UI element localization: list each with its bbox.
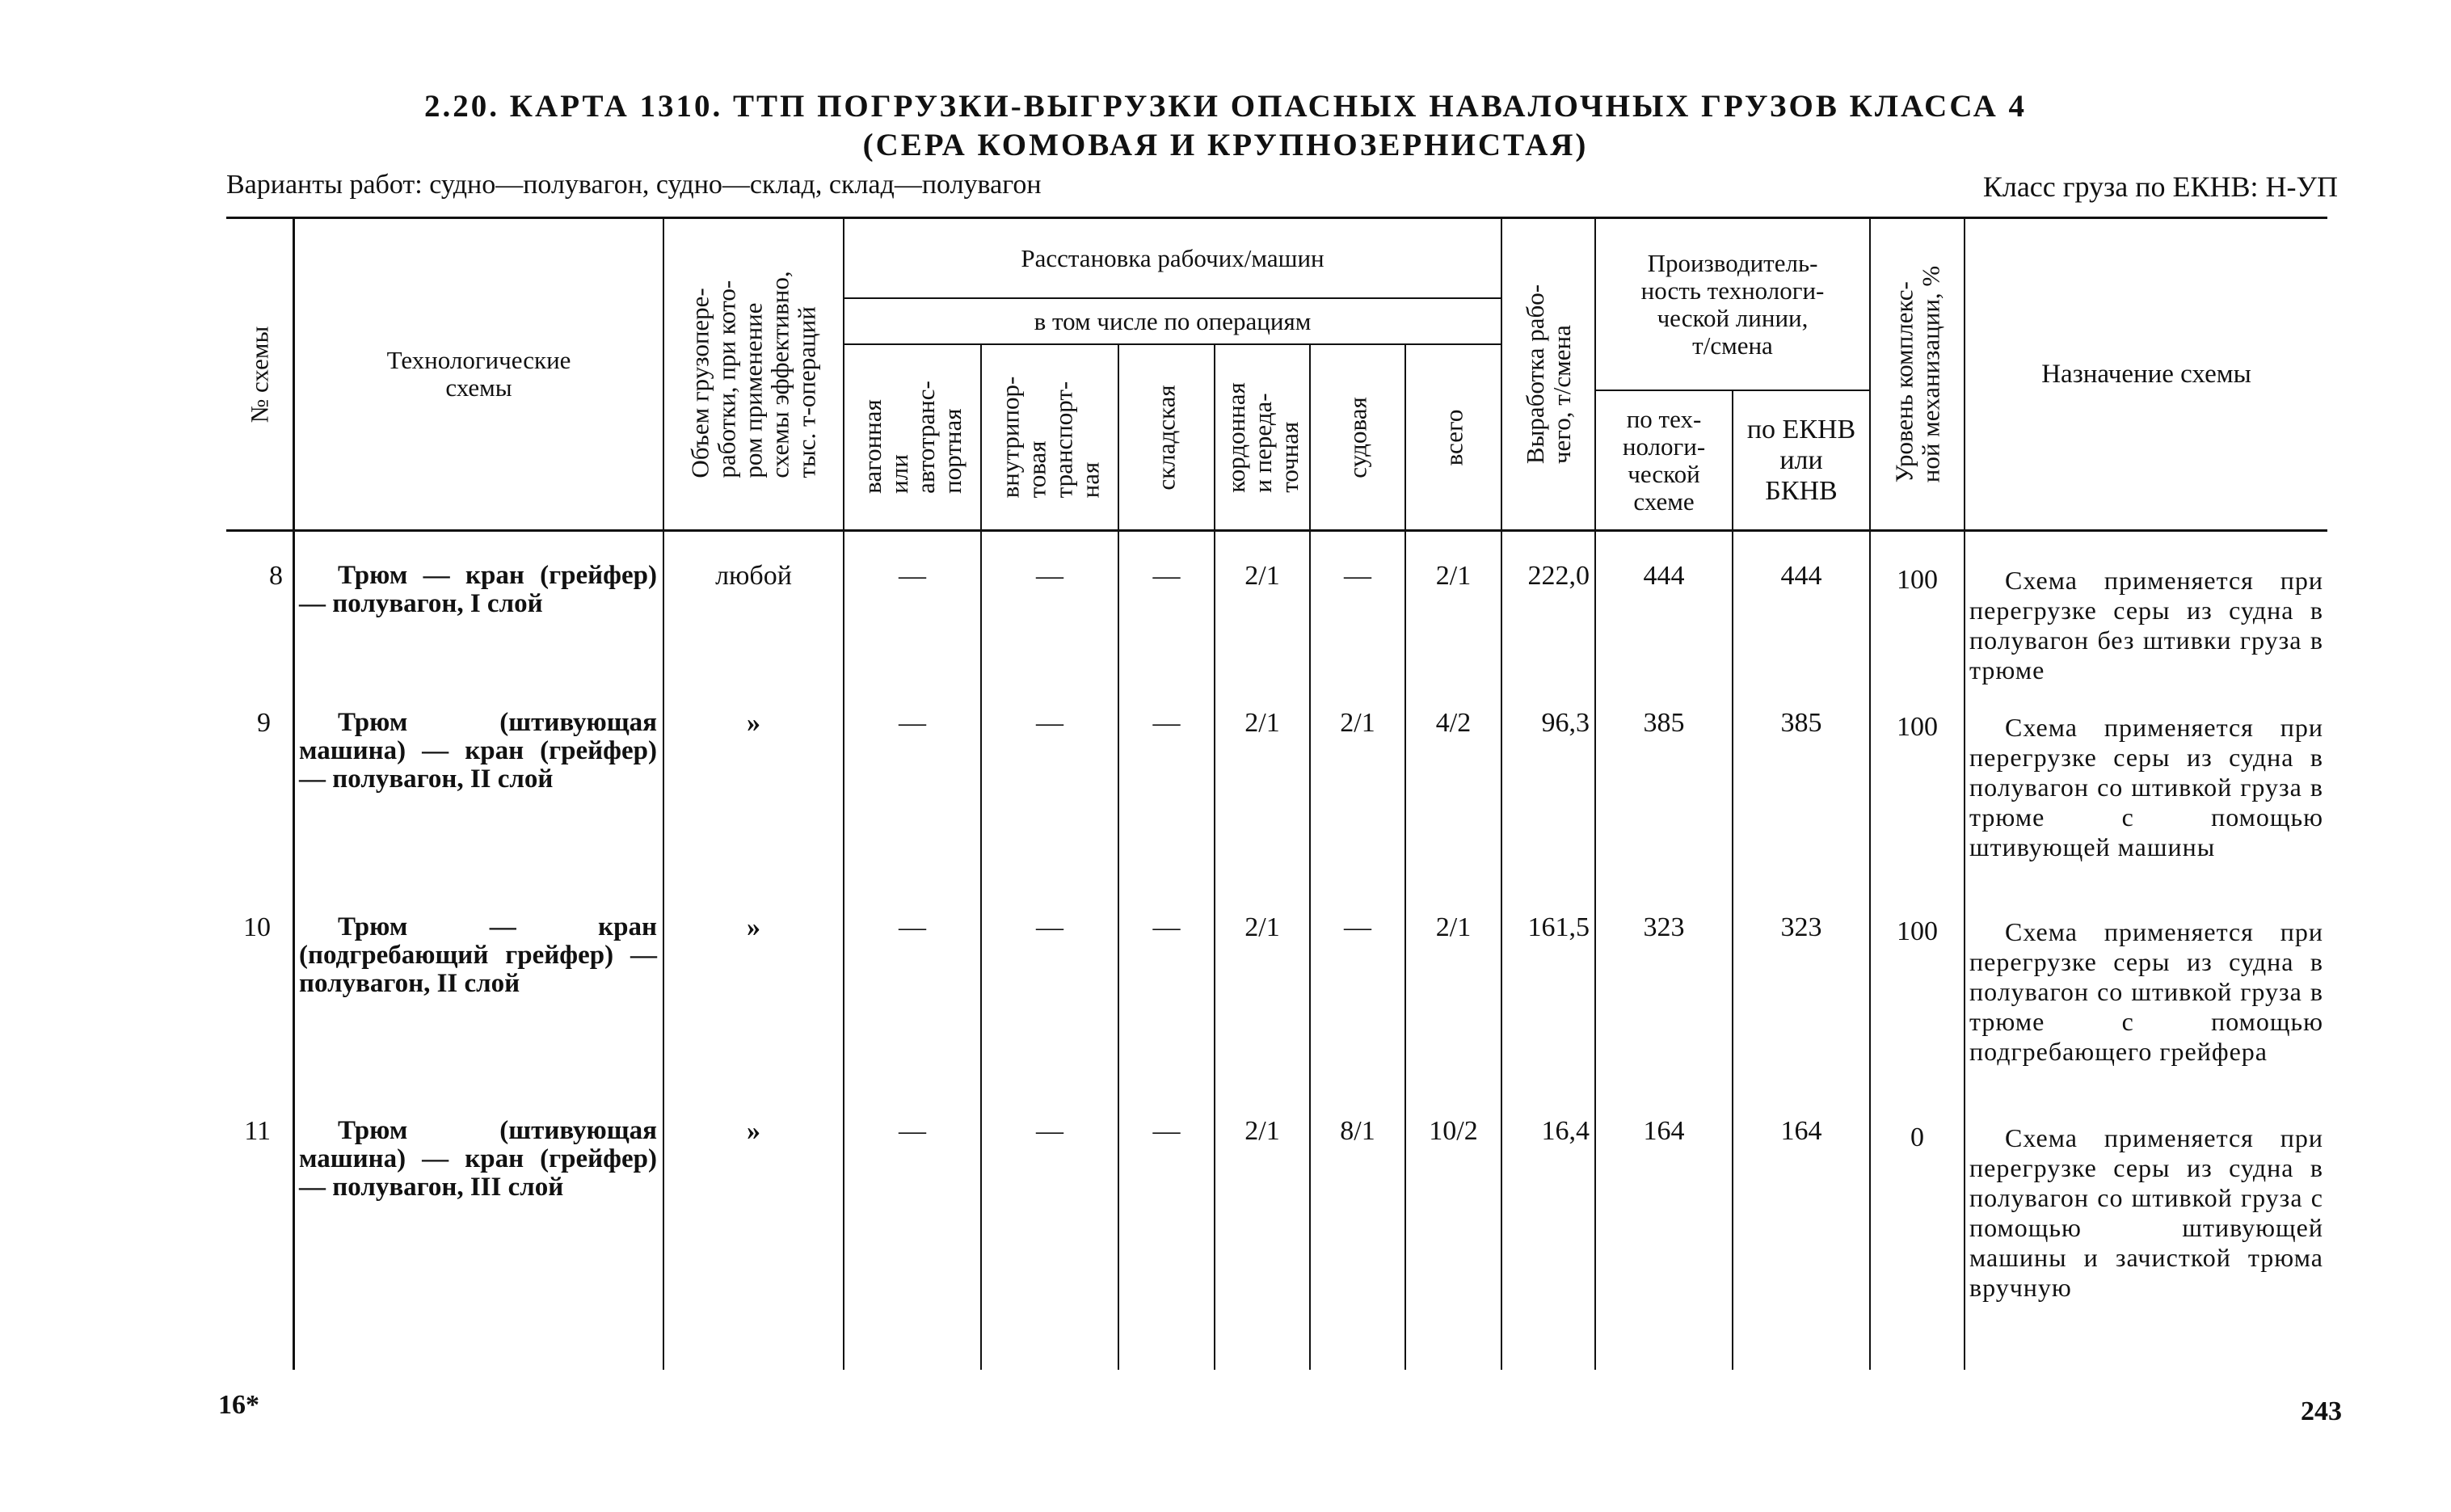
row-prod-tech: 164 (1643, 1116, 1685, 1146)
row-mechanization: 100 (1897, 712, 1938, 742)
header-purpose: Назначение схемы (2041, 360, 2251, 389)
row-op-internal: — (1036, 1116, 1063, 1146)
row-op-warehouse: — (1152, 912, 1181, 942)
cargo-class: Класс груза по ЕКНВ: Н-УП (1982, 171, 2338, 203)
row-num: 11 (244, 1116, 271, 1146)
row-num: 10 (243, 912, 271, 942)
row-op-warehouse: — (1152, 708, 1181, 738)
col-line-10 (1594, 217, 1596, 1370)
row-output: 16,4 (1541, 1116, 1590, 1146)
header-prod-eknv: по ЕКНВ или БКНВ (1746, 414, 1856, 506)
row-op-cordon: 2/1 (1244, 561, 1280, 591)
row-volume: » (747, 708, 760, 738)
row-op-total: 2/1 (1435, 912, 1472, 942)
row-volume: любой (715, 561, 792, 591)
row-prod-tech: 323 (1643, 912, 1685, 942)
page-number: 243 (2301, 1396, 2342, 1426)
row-scheme: Трюм — кран (подгребающий грейфер) — полувагон, II слой (299, 912, 657, 998)
header-mechanization: Уровень комплекс- ной механизации, % (1889, 265, 1945, 483)
title-line-2: (СЕРА КОМОВАЯ И КРУПНОЗЕРНИСТАЯ) (862, 128, 1589, 162)
row-prod-tech: 444 (1643, 561, 1685, 591)
row-op-wagon: — (899, 561, 926, 591)
row-op-ship: 2/1 (1340, 708, 1375, 738)
row-prod-tech: 385 (1643, 708, 1685, 738)
row-scheme: Трюм (штивующая машина) — кран (грейфер) — полувагон, II слой (299, 708, 657, 794)
row-op-internal: — (1036, 708, 1063, 738)
row-num: 9 (257, 708, 271, 738)
row-op-wagon: — (899, 708, 926, 738)
header-op-warehouse: складская (1152, 384, 1181, 491)
row-mechanization: 0 (1910, 1122, 1924, 1152)
row-op-wagon: — (899, 912, 926, 942)
work-variants: Варианты работ: судно—полувагон, судно—склад, склад—полувагон (226, 170, 1042, 200)
row-purpose: Схема применяется при перегрузке серы из судна в полувагон без штивки груза в трюме (1969, 566, 2323, 684)
row-output: 222,0 (1527, 561, 1590, 591)
row-prod-eknv: 323 (1780, 912, 1822, 942)
row-op-cordon: 2/1 (1244, 708, 1280, 738)
row-num: 8 (269, 561, 283, 591)
row-op-warehouse: — (1152, 1116, 1181, 1146)
header-productivity: Производитель- ность технологи- ческой линии, т/смена (1640, 248, 1825, 360)
row-op-ship: — (1344, 912, 1371, 942)
row-op-warehouse: — (1152, 561, 1181, 591)
row-prod-eknv: 385 (1780, 708, 1822, 738)
row-op-internal: — (1036, 561, 1063, 591)
row-op-total: 10/2 (1429, 1116, 1478, 1146)
header-placement: Расстановка рабочих/машин (1021, 243, 1324, 272)
row-prod-eknv: 444 (1780, 561, 1822, 591)
row-op-total: 2/1 (1435, 561, 1472, 591)
row-op-ship: 8/1 (1340, 1116, 1375, 1146)
footer-signature-mark: 16* (218, 1390, 259, 1420)
row-purpose: Схема применяется при перегрузке серы из судна в полувагон со штивкой груза с помощью штивующей машины и зачисткой трюма вручную (1969, 1123, 2323, 1302)
row-purpose: Схема применяется при перегрузке серы из судна в полувагон со штивкой груза в трюме с помощью подгребающего грейфера (1969, 917, 2323, 1066)
title-line-1: 2.20. КАРТА 1310. ТТП ПОГРУЗКИ-ВЫГРУЗКИ ОПАСНЫХ НАВАЛОЧНЫХ ГРУЗОВ КЛАССА 4 (424, 89, 2027, 124)
row-mechanization: 100 (1897, 916, 1938, 946)
header-op-cordon: кордонная и переда- точная (1221, 381, 1303, 493)
header-op-total: всего (1438, 409, 1468, 465)
row-prod-eknv: 164 (1780, 1116, 1822, 1146)
row-op-internal: — (1036, 912, 1063, 942)
header-output: Выработка рабо- чего, т/смена (1521, 284, 1577, 465)
header-prod-tech: по тех- нологи- ческой схеме (1622, 404, 1706, 516)
header-op-ship: судовая (1343, 396, 1372, 478)
row-op-cordon: 2/1 (1244, 1116, 1280, 1146)
row-output: 96,3 (1541, 708, 1590, 738)
header-op-internal: внутрипор- товая транспорт- ная (996, 376, 1104, 499)
row-op-cordon: 2/1 (1244, 912, 1280, 942)
row-op-total: 4/2 (1435, 708, 1472, 738)
row-op-wagon: — (899, 1116, 926, 1146)
row-mechanization: 100 (1897, 565, 1938, 595)
header-by-ops: в том числе по операциям (1034, 306, 1312, 335)
header-scheme: Технологические схемы (386, 346, 571, 402)
header-num: № схемы (245, 326, 274, 423)
row-scheme: Трюм — кран (грейфер) — полувагон, I слой (299, 561, 657, 618)
page-title (0, 87, 2451, 165)
col-line-11 (1732, 390, 1733, 1370)
row-purpose: Схема применяется при перегрузке серы из судна в полувагон со штивкой груза в трюме с помощью штивующей машины (1969, 713, 2323, 861)
row-op-ship: — (1344, 561, 1371, 591)
row-volume: » (747, 1116, 760, 1146)
row-scheme: Трюм (штивующая машина) — кран (грейфер) — полувагон, III слой (299, 1116, 657, 1202)
header-op-wagon: вагонная или автотранс- портная (858, 381, 967, 494)
row-output: 161,5 (1527, 912, 1590, 942)
row-volume: » (747, 912, 760, 942)
header-volume: Объем грузоперe- работки, при кото- ром применение схемы эффективно, тыс. т-операций (686, 270, 821, 478)
header-bottom-border (226, 529, 2327, 532)
